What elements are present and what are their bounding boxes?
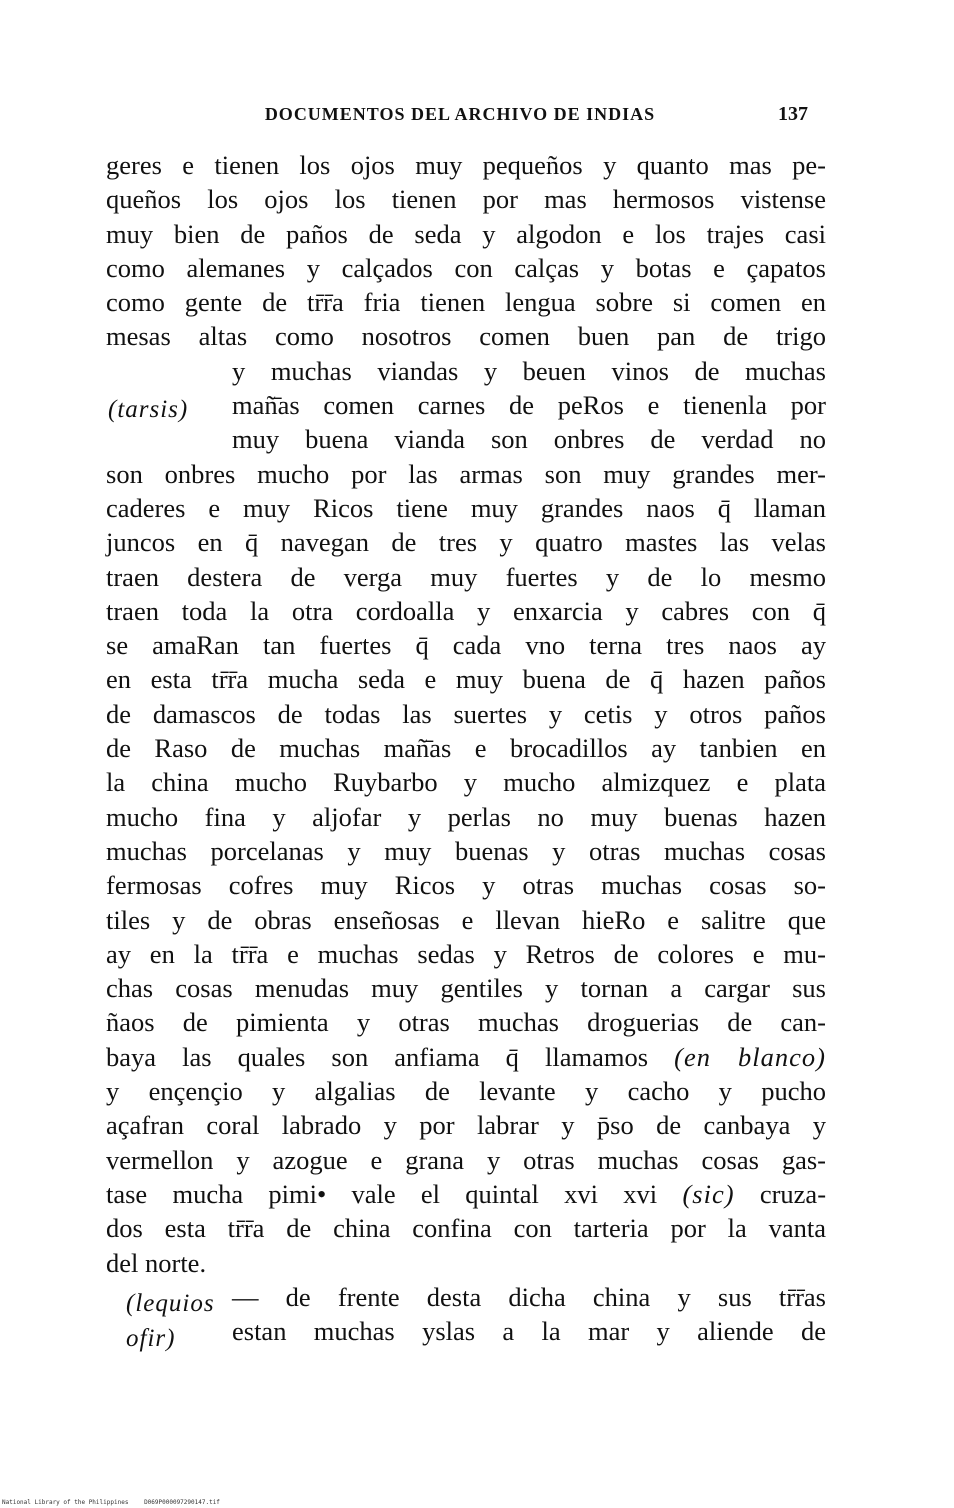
text-line: vermellon y azogue e grana y otras muchas cosas gas- — [106, 1144, 826, 1175]
text-line: muchas porcelanas y muy buenas y otras muchas cosas — [106, 835, 826, 866]
text-line: muy bien de paños de seda y algodon e los trajes casi — [106, 218, 826, 249]
text-line: ñaos de pimienta y otras muchas droguerias de can- — [106, 1007, 826, 1038]
page-number: 137 — [778, 103, 808, 125]
footer-file: D069P000097290147.tif — [144, 1499, 220, 1506]
text-line: — de frente desta dicha china y sus tr̄r̄as — [232, 1281, 826, 1312]
footer-library: National Library of the Philippines — [2, 1499, 129, 1506]
text-line: como gente de tr̄r̄a fria tienen lengua sobre si comen en — [106, 287, 826, 318]
margin-note-lequios-1: (lequios — [126, 1290, 215, 1317]
text-line: de damascos de todas las suertes y cetis y otros paños — [106, 698, 826, 729]
text-line-with-note — [106, 1177, 826, 1211]
text-line: tiles y de obras enseñosas e llevan hieRo e salitre que — [106, 904, 826, 935]
scan-footer — [2, 1499, 232, 1506]
text-line: mañ̄as comen carnes de peRos e tienenla por — [232, 390, 826, 421]
text-line: juncos en q̄ navegan de tres y quatro mastes las velas — [106, 527, 826, 558]
text-line: traen toda la otra cordoalla y enxarcia y cabres con q̄ — [106, 595, 826, 626]
text-line: la china mucho Ruybarbo y mucho almizquez e plata — [106, 767, 826, 798]
text-segment: baya las quales son anfiama q̄ llamamos — [106, 1041, 649, 1072]
text-line: caderes e muy Ricos tiene muy grandes naos q̄ llaman — [106, 492, 826, 523]
text-line: fermosas cofres muy Ricos y otras muchas cosas so- — [106, 870, 826, 901]
inline-note-en-blanco: (en blanco) — [674, 1041, 826, 1072]
body-text — [106, 148, 826, 1348]
text-segment: tase mucha pimi• vale el quintal xvi xvi — [106, 1178, 658, 1209]
text-line: en esta tr̄r̄a mucha seda e muy buena de q̄ hazen paños — [106, 664, 826, 695]
text-line: son onbres mucho por las armas son muy grandes mer- — [106, 458, 826, 489]
text-line: mesas altas como nosotros comen buen pan de trigo — [106, 321, 826, 352]
text-segment: cruza- — [759, 1178, 827, 1209]
text-line: y muchas viandas y beuen vinos de muchas — [232, 355, 826, 386]
text-line: açafran coral labrado y por labrar y p̄so de canbaya y — [106, 1110, 826, 1141]
text-line: mucho fina y aljofar y perlas no muy buenas hazen — [106, 801, 826, 832]
running-title: DOCUMENTOS DEL ARCHIVO DE INDIAS — [264, 104, 656, 124]
text-line: de Raso de muchas mañ̄as e brocadillos ay tanbien en — [106, 733, 826, 764]
text-line-with-note — [106, 1040, 826, 1074]
margin-note-lequios-2: ofir) — [126, 1325, 176, 1352]
inline-note-sic: (sic) — [682, 1178, 735, 1209]
text-line: como alemanes y calçados con calças y botas e çapatos — [106, 252, 826, 283]
text-line: muy buena vianda son onbres de verdad no — [232, 424, 826, 455]
text-line: y ençençio y algalias de levante y cacho y pucho — [106, 1076, 826, 1107]
margin-note-tarsis: (tarsis) — [108, 396, 189, 423]
text-line: traen destera de verga muy fuertes y de lo mesmo — [106, 561, 826, 592]
text-line: estan muchas yslas a la mar y aliende de — [232, 1316, 826, 1347]
text-line: dos esta tr̄r̄a de china confina con tarteria por la vanta — [106, 1213, 826, 1244]
text-line: chas cosas menudas muy gentiles y tornan a cargar sus — [106, 973, 826, 1004]
text-line: queños los ojos los tienen por mas hermosos vistense — [106, 184, 826, 215]
text-line: del norte. — [106, 1247, 207, 1278]
text-line: ay en la tr̄r̄a e muchas sedas y Retros de colores e mu- — [106, 938, 826, 969]
text-line: geres e tienen los ojos muy pequeños y quanto mas pe- — [106, 150, 826, 180]
text-line: se amaRan tan fuertes q̄ cada vno terna tres naos ay — [106, 630, 826, 661]
